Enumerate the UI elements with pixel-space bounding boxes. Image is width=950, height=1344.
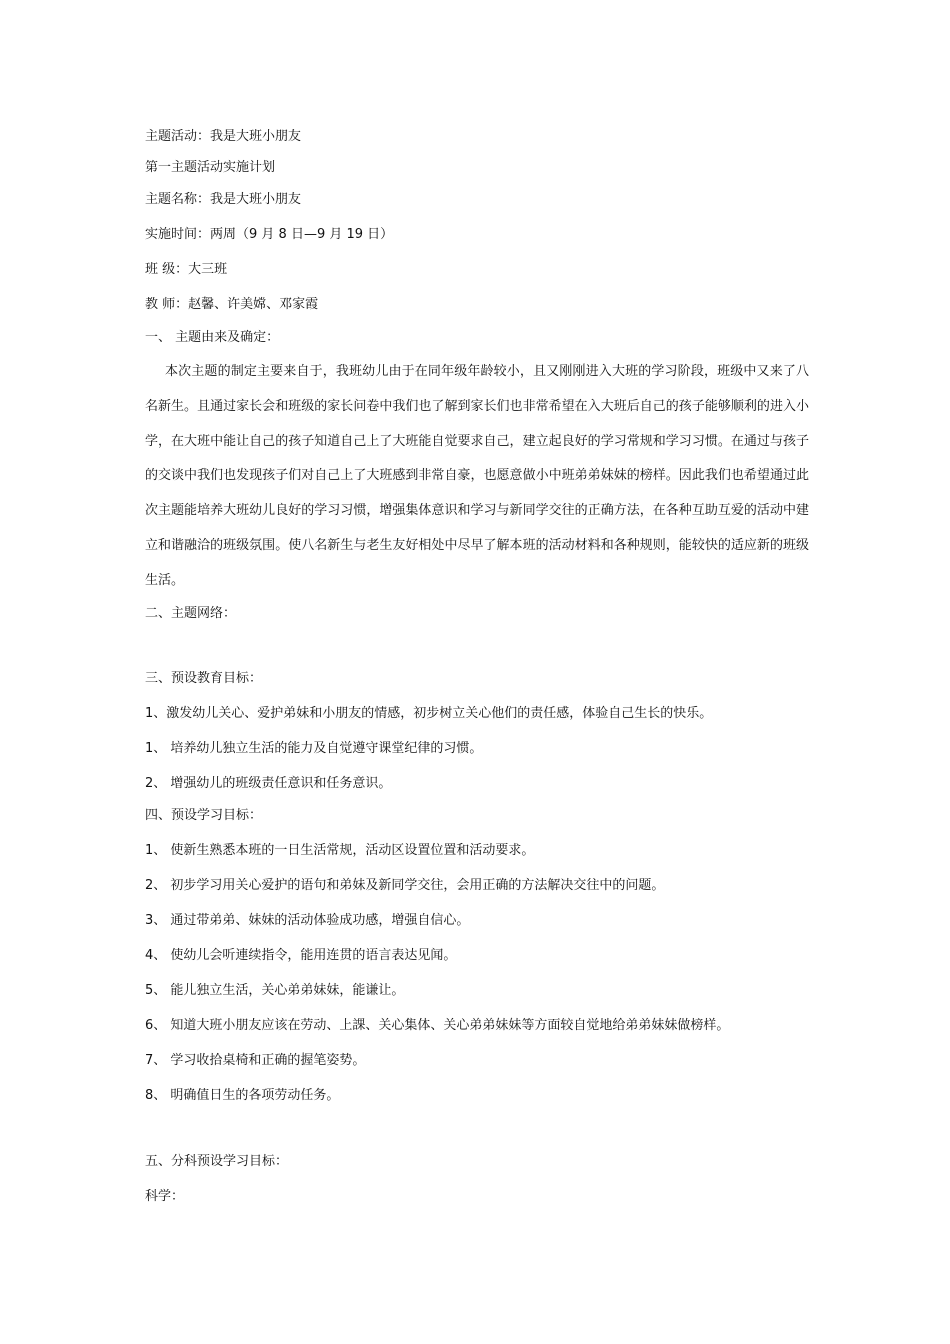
section3-heading: 三、预设教育目标： [145, 671, 263, 686]
theme-name: 主题名称：我是大班小朋友 [145, 192, 302, 207]
learning-item: 4、 使幼儿会听連续指令，能用连贯的语言表达见闻。 [145, 948, 457, 963]
learning-item: 7、 学习收拾桌椅和正确的握笔姿势。 [145, 1053, 366, 1068]
section1-heading: 一、 主题由来及确定： [145, 330, 280, 345]
section4-heading: 四、预设学习目标： [145, 808, 263, 823]
learning-item: 6、 知道大班小朋友应该在劳动、上課、关心集体、关心弟弟妹妹等方面较自觉地给弟弟妹妹做榜样。 [145, 1018, 730, 1033]
learning-item: 8、 明确值日生的各项劳动任务。 [145, 1088, 340, 1103]
goal-item: 1、 培养幼儿独立生活的能力及自觉遵守课堂纪律的习惯。 [145, 741, 483, 756]
section5-heading: 五、分科预设学习目标： [145, 1154, 289, 1169]
class-name: 班 级：大三班 [145, 262, 228, 277]
teachers: 教 师：赵馨、许美嫦、邓家霞 [145, 297, 319, 312]
learning-item: 3、 通过带弟弟、妹妹的活动体验成功感，增强自信心。 [145, 913, 470, 928]
learning-item: 1、 使新生熟悉本班的一日生活常规，活动区设置位置和活动要求。 [145, 843, 535, 858]
learning-item: 2、 初步学习用关心爱护的语句和弟妹及新同学交往，会用正确的方法解决交往中的问题。 [145, 878, 665, 893]
section2-heading: 二、主题网络： [145, 606, 237, 621]
implementation-time [145, 226, 393, 244]
plan-title: 第一主题活动实施计划 [145, 160, 276, 175]
activity-title: 主题活动：我是大班小朋友 [145, 129, 302, 144]
learning-item: 5、 能儿独立生活，关心弟弟妹妹，能谦让。 [145, 983, 405, 998]
time-label: 实施时间：两周 [145, 227, 237, 242]
subject-science: 科学： [145, 1189, 185, 1204]
goal-item: 1、激发幼儿关心、爱护弟妹和小朋友的情感，初步树立关心他们的责任感，体验自己生长的快乐。 [145, 706, 713, 721]
section1-body: 本次主题的制定主要来自于，我班幼儿由于在同年级年龄较小，且又刚刚进入大班的学习阶段，班级中又来了八名新生。且通过家长会和班级的家长问卷中我们也了解到家长们也非常希望在入大班后自己的孩子能够顺利的进入小学，在大班中能让自己的孩子知道自己上了大班能自觉要求自己，建立起良好的学习常规和学习习惯。在通过与孩子的交谈中我们也发现孩子们对自己上了大班感到非常自豪，也愿意做小中班弟弟妹妹的榜样。因此我们也希望通过此次主题能培养大班幼儿良好的学习习惯，增强集体意识和学习与新同学交往的正确方法，在各种互助互爱的活动中建立和谐融洽的班级氛围。使八名新生与老生友好相处中尽早了解本班的活动材料和各种规则，能较快的适应新的班级生活。 [145, 364, 809, 588]
time-value: （9 月 8 日—9 月 19 日） [236, 227, 394, 242]
goal-item: 2、 增强幼儿的班级责任意识和任务意识。 [145, 776, 392, 791]
